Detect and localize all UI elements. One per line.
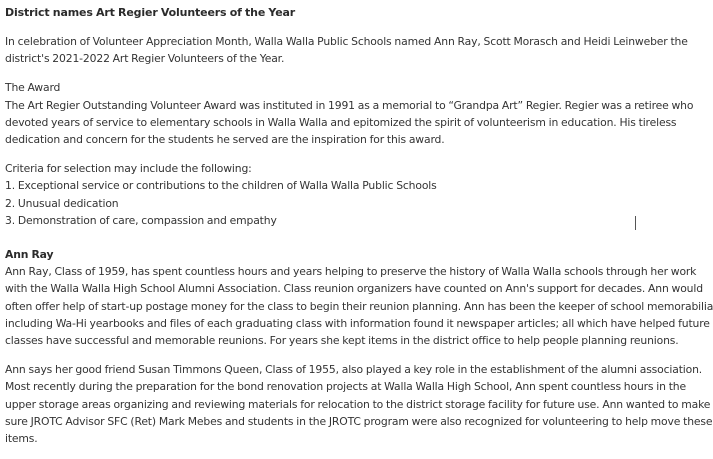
ann-ray-line: items. bbox=[5, 432, 38, 446]
criteria-item: 2. Unusual dedication bbox=[5, 196, 119, 210]
award-section bbox=[5, 79, 694, 148]
criteria-item: 3. Demonstration of care, compassion and empathy bbox=[5, 213, 277, 227]
award-line: devoted years of service to elementary schools in Walla Walla and epitomized the spirit of volunteerism in education. His tireless bbox=[5, 115, 677, 129]
criteria-list bbox=[5, 177, 633, 229]
ann-ray-line: upper storage areas organizing and reviewing materials for relocation to the district storage facility for future use. Ann wanted to make bbox=[5, 397, 711, 411]
award-line: dedication and concern for the students he served are the inspiration for this award. bbox=[5, 133, 445, 147]
text-cursor-icon bbox=[635, 216, 636, 230]
ann-ray-line: Ann Ray, Class of 1959, has spent countless hours and years helping to preserve the history of Walla Walla schools through her work bbox=[5, 265, 697, 279]
article-title: District names Art Regier Volunteers of the Year bbox=[5, 6, 296, 19]
ann-ray-paragraph-2 bbox=[5, 361, 713, 447]
article bbox=[5, 4, 713, 459]
ann-ray-section bbox=[5, 246, 713, 349]
ann-ray-line: including Wa-Hi yearbooks and files of each graduating class with information found it newspaper articles; all which have helped future bbox=[5, 316, 710, 330]
ann-ray-line: with the Walla Walla High School Alumni Association. Class reunion organizers have counted on Ann's support for decades. Ann would bbox=[5, 282, 703, 296]
criteria-item: 1. Exceptional service or contributions to the children of Walla Walla Public Schools bbox=[5, 179, 437, 193]
ann-ray-line: Ann says her good friend Susan Timmons Queen, Class of 1955, also played a key role in the establishment of the alumni association. bbox=[5, 363, 703, 377]
intro-line: In celebration of Volunteer Appreciation Month, Walla Walla Public Schools named Ann Ray, Scott Morasch and Heidi Leinweber the bbox=[5, 35, 688, 48]
criteria-heading: Criteria for selection may include the following: bbox=[5, 162, 252, 176]
award-heading: The Award bbox=[5, 81, 61, 95]
ann-ray-line: classes have successful and memorable reunions. For years she kept items in the district office to help people planning reunions. bbox=[5, 334, 679, 348]
ann-ray-line: sure JROTC Advisor SFC (Ret) Mark Mebes and students in the JROTC program were also recognized for volunteering to help move these bbox=[5, 414, 713, 428]
intro-line: district's 2021-2022 Art Regier Volunteers of the Year. bbox=[5, 52, 285, 66]
ann-ray-line: often offer help of start-up postage money for the class to begin their reunion planning. Ann has been the keeper of school memorabilia bbox=[5, 299, 713, 313]
criteria-section bbox=[5, 160, 633, 229]
ann-ray-line: Most recently during the preparation for the bond renovation projects at Walla Walla High School, Ann spent countless hours in the bbox=[5, 380, 686, 394]
intro-paragraph bbox=[5, 33, 688, 67]
award-line: The Art Regier Outstanding Volunteer Award was instituted in 1991 as a memorial to “Grandpa Art” Regier. Regier was a retiree who bbox=[5, 98, 694, 112]
ann-ray-heading: Ann Ray bbox=[5, 248, 54, 262]
